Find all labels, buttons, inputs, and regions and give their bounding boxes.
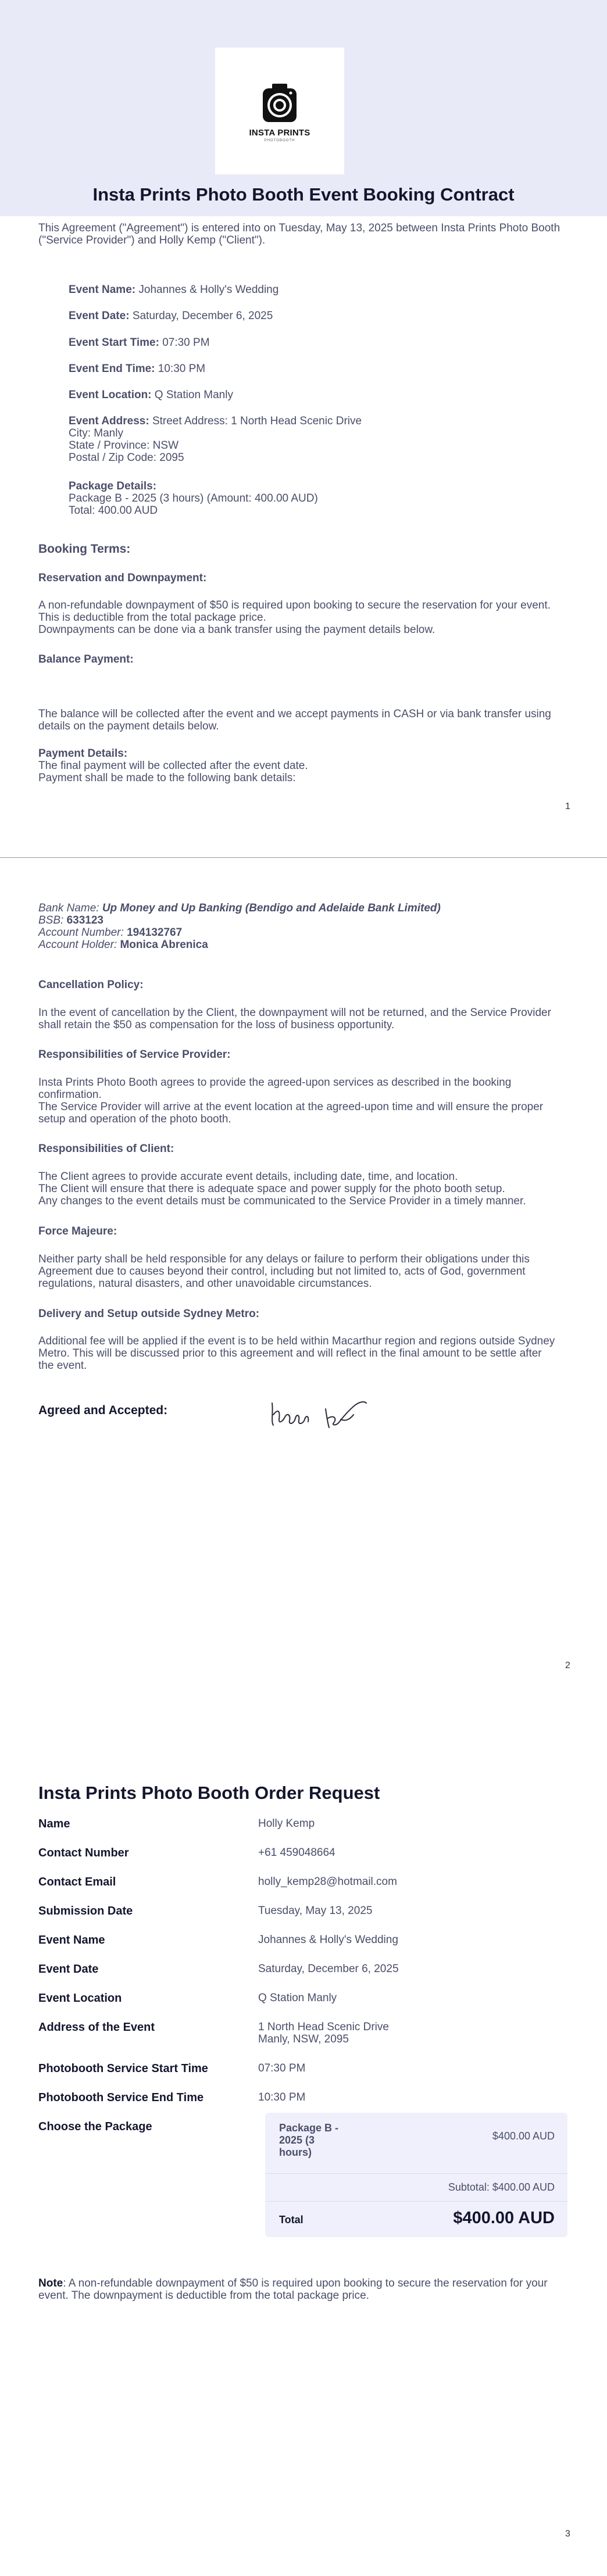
note-text: event. The downpayment is deductible from the total package price. <box>38 2289 369 2302</box>
order-label-end-time: Photobooth Service End Time <box>38 2091 204 2104</box>
detail-address <box>69 415 569 464</box>
text-line: Additional fee will be applied if the event is to be held within Macarthur region and regions outside Sydney <box>38 1335 555 1347</box>
order-title: Insta Prints Photo Booth Order Request <box>38 1783 380 1803</box>
page-number: 2 <box>565 1661 570 1670</box>
divider <box>265 2173 567 2174</box>
cancellation-text <box>38 1007 569 1031</box>
order-label-package: Choose the Package <box>38 2120 152 2133</box>
cancellation-heading: Cancellation Policy: <box>38 979 144 991</box>
bank-value: 194132767 <box>127 926 183 939</box>
divider <box>265 2201 567 2202</box>
text-line: confirmation. <box>38 1089 102 1101</box>
page-number: 3 <box>565 2529 570 2539</box>
order-value-contact-email: holly_kemp28@hotmail.com <box>258 1876 397 1888</box>
order-request-page <box>0 1716 607 2576</box>
detail-value: Street Address: 1 North Head Scenic Drive <box>152 415 362 427</box>
detail-label: Event End Time: <box>69 363 155 375</box>
detail-value: Package B - 2025 (3 hours) (Amount: 400.00 AUD) <box>69 492 318 505</box>
package-name-line: hours) <box>279 2146 312 2158</box>
order-label-name: Name <box>38 1817 70 1830</box>
text-line: The Service Provider will arrive at the event location at the agreed-upon time and will ensure the proper <box>38 1101 544 1113</box>
detail-label: Event Start Time: <box>69 337 159 349</box>
detail-value: 07:30 PM <box>162 337 210 349</box>
downpayment-note <box>38 2277 569 2302</box>
detail-value: State / Province: NSW <box>69 439 179 452</box>
detail-value: Saturday, December 6, 2025 <box>132 310 273 322</box>
intro-paragraph <box>38 222 569 246</box>
company-logo <box>215 48 344 174</box>
text-line: Metro. This will be discussed prior to this agreement and will reflect in the final amount to be settle after <box>38 1347 542 1359</box>
bank-label: Account Number: <box>38 926 124 939</box>
package-amount: $400.00 AUD <box>492 2130 555 2142</box>
package-total-value: $400.00 AUD <box>453 2209 555 2227</box>
text-line: Agreement due to causes beyond their control, including but not limited to, acts of God, government <box>38 1265 526 1278</box>
package-name <box>279 2122 343 2159</box>
bank-label: BSB: <box>38 914 64 926</box>
order-value-event-name: Johannes & Holly's Wedding <box>258 1934 398 1946</box>
text-line: setup and operation of the photo booth. <box>38 1113 231 1125</box>
order-value-submission-date: Tuesday, May 13, 2025 <box>258 1905 373 1917</box>
reservation-text <box>38 599 569 636</box>
detail-event-date <box>69 310 569 322</box>
order-value-event-address <box>258 2021 389 2045</box>
order-value-contact-number: +61 459048664 <box>258 1847 335 1859</box>
bank-label: Bank Name: <box>38 902 99 914</box>
text-line: regulations, natural disasters, and other unavoidable circumstances. <box>38 1278 372 1290</box>
bank-label: Account Holder: <box>38 939 117 951</box>
note-label: Note <box>38 2277 63 2289</box>
service-provider-heading: Responsibilities of Service Provider: <box>38 1049 231 1061</box>
text-line: A non-refundable downpayment of $50 is required upon booking to secure the reservation for your event. <box>38 599 551 611</box>
package-name-line: Package B - <box>279 2122 339 2134</box>
text-line: The Client agrees to provide accurate event details, including date, time, and location. <box>38 1171 458 1183</box>
text-line: The balance will be collected after the event and we accept payments in CASH or via bank transfer using <box>38 708 551 720</box>
package-subtotal: Subtotal: $400.00 AUD <box>448 2181 555 2193</box>
text-line: Downpayments can be done via a bank transfer using the payment details below. <box>38 624 435 636</box>
force-majeure-heading: Force Majeure: <box>38 1225 117 1237</box>
detail-start-time <box>69 337 569 349</box>
detail-label: Event Location: <box>69 389 152 401</box>
delivery-heading: Delivery and Setup outside Sydney Metro: <box>38 1308 260 1320</box>
address-line: Manly, NSW, 2095 <box>258 2033 349 2045</box>
client-signature <box>267 1391 372 1432</box>
package-total-label: Total <box>279 2214 304 2226</box>
detail-value: City: Manly <box>69 427 123 439</box>
contract-page-1 <box>0 0 607 857</box>
payment-heading: Payment Details: <box>38 747 128 760</box>
order-label-submission-date: Submission Date <box>38 1905 133 1917</box>
detail-end-time <box>69 363 569 375</box>
balance-heading: Balance Payment: <box>38 653 134 666</box>
note-text: : A non-refundable downpayment of $50 is required upon booking to secure the reservation for your <box>63 2277 548 2289</box>
detail-value: Johannes & Holly's Wedding <box>138 284 279 296</box>
detail-label: Event Address: <box>69 415 149 427</box>
text-line: Any changes to the event details must be communicated to the Service Provider in a timely manner. <box>38 1195 526 1207</box>
bank-value: 633123 <box>66 914 103 926</box>
contract-title: Insta Prints Photo Booth Event Booking Contract <box>92 184 515 205</box>
detail-label: Package Details: <box>69 480 157 492</box>
detail-label: Event Name: <box>69 284 136 296</box>
detail-value: Total: 400.00 AUD <box>69 505 158 517</box>
detail-value: Q Station Manly <box>154 389 233 401</box>
text-line: This is deductible from the total package price. <box>38 611 266 624</box>
order-label-event-location: Event Location <box>38 1992 122 2005</box>
client-heading: Responsibilities of Client: <box>38 1143 174 1155</box>
package-name-line: 2025 (3 <box>279 2134 315 2146</box>
text-line: In the event of cancellation by the Client, the downpayment will not be returned, and the Service Provider <box>38 1007 551 1019</box>
package-summary-card <box>265 2113 567 2237</box>
detail-package <box>69 480 569 517</box>
order-value-start-time: 07:30 PM <box>258 2062 306 2074</box>
force-majeure-text <box>38 1253 569 1290</box>
logo-subtitle: PHOTOBOOTH <box>264 139 295 142</box>
text-line: Neither party shall be held responsible for any delays or failure to perform their obligations under this <box>38 1253 530 1265</box>
order-label-contact-email: Contact Email <box>38 1876 116 1888</box>
client-text <box>38 1171 569 1207</box>
reservation-heading: Reservation and Downpayment: <box>38 572 207 584</box>
detail-value: 10:30 PM <box>158 363 206 375</box>
text-line: details on the payment details below. <box>38 720 219 732</box>
page-number: 1 <box>565 802 570 811</box>
order-label-event-name: Event Name <box>38 1934 105 1947</box>
detail-label: Event Date: <box>69 310 130 322</box>
text-line: shall retain the $50 as compensation for the loss of business opportunity. <box>38 1019 395 1031</box>
camera-logo-icon <box>215 48 344 174</box>
text-line: the event. <box>38 1359 87 1372</box>
text-line: Payment shall be made to the following bank details: <box>38 772 296 784</box>
delivery-text <box>38 1335 569 1372</box>
text-line: The Client will ensure that there is adequate space and power supply for the photo booth setup. <box>38 1183 505 1195</box>
bank-value: Monica Abrenica <box>120 939 208 951</box>
address-line: 1 North Head Scenic Drive <box>258 2021 389 2033</box>
order-value-end-time: 10:30 PM <box>258 2091 306 2103</box>
order-label-contact-number: Contact Number <box>38 1847 129 1859</box>
intro-line: ("Service Provider") and Holly Kemp ("Client"). <box>38 234 266 246</box>
order-label-event-date: Event Date <box>38 1963 99 1976</box>
logo-wordmark: INSTA PRINTS <box>249 128 310 138</box>
balance-text <box>38 708 569 732</box>
detail-value: Postal / Zip Code: 2095 <box>69 452 184 464</box>
intro-line: This Agreement ("Agreement") is entered into on Tuesday, May 13, 2025 between Insta Prints Photo Booth <box>38 222 560 234</box>
text-line: Insta Prints Photo Booth agrees to provide the agreed-upon services as described in the booking <box>38 1076 512 1089</box>
order-value-event-date: Saturday, December 6, 2025 <box>258 1963 399 1975</box>
order-label-start-time: Photobooth Service Start Time <box>38 2062 208 2075</box>
bank-value: Up Money and Up Banking (Bendigo and Adelaide Bank Limited) <box>102 902 441 914</box>
booking-terms-heading: Booking Terms: <box>38 542 131 556</box>
detail-location <box>69 389 569 401</box>
contract-page-2 <box>0 858 607 1715</box>
order-label-event-address: Address of the Event <box>38 2021 155 2034</box>
payment-details <box>38 747 569 784</box>
service-provider-text <box>38 1076 569 1125</box>
detail-event-name <box>69 284 569 296</box>
text-line: The final payment will be collected after the event date. <box>38 760 308 772</box>
agreed-accepted-label: Agreed and Accepted: <box>38 1404 168 1417</box>
order-value-name: Holly Kemp <box>258 1817 315 1830</box>
order-value-event-location: Q Station Manly <box>258 1992 337 2004</box>
bank-details <box>38 902 569 951</box>
